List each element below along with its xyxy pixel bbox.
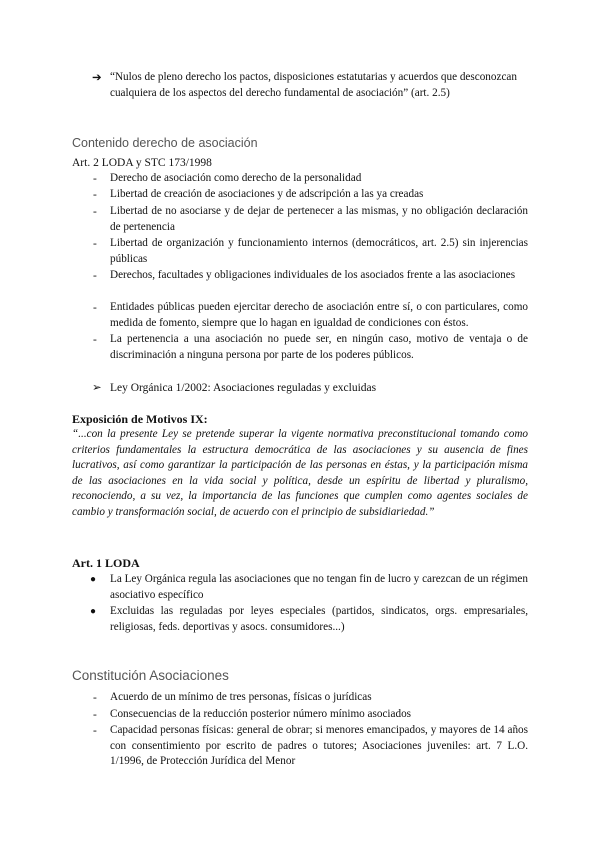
bullet-icon: ● [90,574,97,585]
arrowhead-icon: ➢ [92,382,102,394]
dash-marker: - [93,206,97,218]
exposicion-title: Exposición de Motivos IX: [72,412,208,426]
dash-marker: - [93,709,97,721]
dash-marker: - [93,238,97,250]
list-item: Libertad de organización y funcionamiento internos (democráticos, art. 2.5) sin injerencias públicas [110,237,528,265]
bullet-icon: ● [90,606,97,617]
exposicion-quote: “...con la presente Ley se pretende superar la vigente normativa preconstitucional tomando como criterios fundamentales la estructura democrática de las asociaciones y su ausencia de fines lucrativos, así como garantizar la participación de las personas en éstas, y la participación misma de las asociaciones en la vida social y política, desde un espíritu de libertad y pluralismo, reconociendo, a su vez, la importancia de las funciones que cumplen como agentes sociales de cambio y transformación social, de acuerdo con el principio de subsidiariedad.” [72,428,528,518]
arrow-icon: ➔ [92,72,102,84]
top-quote-text: “Nulos de pleno derecho los pactos, disposiciones estatutarias y acuerdos que desconozcan cualquiera de los aspectos del derecho fundamental de asociación” (art. 2.5) [110,71,517,99]
dash-marker: - [93,189,97,201]
list-item: Derecho de asociación como derecho de la personalidad [110,172,362,184]
list-item: Libertad de creación de asociaciones y de adscripción a las ya creadas [110,188,424,200]
section-title-constitucion: Constitución Asociaciones [72,668,229,683]
list-item: Entidades públicas pueden ejercitar derecho de asociación entre sí, o con particulares, como medida de fomento, siempre que lo hagan en igualdad de condiciones con éstos. [110,301,528,329]
dash-marker: - [93,692,97,704]
list-item: Acuerdo de un mínimo de tres personas, físicas o jurídicas [110,691,372,703]
list-item: Consecuencias de la reducción posterior número mínimo asociados [110,708,412,720]
list-item: Derechos, facultades y obligaciones individuales de los asociados frente a las asociaciones [110,269,516,281]
list-item: La pertenencia a una asociación no puede ser, en ningún caso, motivo de ventaja o de discriminación a ninguna persona por parte de los poderes públicos. [110,333,528,361]
dash-marker: - [93,173,97,185]
list-item: Capacidad personas físicas: general de obrar; si menores emancipados, y mayores de 14 años con consentimiento por escrito de padres o tutores; Asociaciones juveniles: art. 7 L.O. 1/1996, de Protección Jurídica del Menor [110,724,528,768]
dash-marker: - [93,725,97,737]
list-item: La Ley Orgánica regula las asociaciones que no tengan fin de lucro y carezcan de un régimen asociativo específico [110,573,528,601]
section-title-contenido: Contenido derecho de asociación [72,136,258,150]
dash-marker: - [93,302,97,314]
ley-organica-text: Ley Orgánica 1/2002: Asociaciones reguladas y excluidas [110,382,377,394]
art1-title: Art. 1 LODA [72,556,140,570]
dash-marker: - [93,334,97,346]
list-item: Libertad de no asociarse y de dejar de pertenecer a las mismas, y no obligación declaración de pertenencia [110,205,528,233]
section-subtitle-art2: Art. 2 LODA y STC 173/1998 [72,157,212,169]
list-item: Excluidas las reguladas por leyes especiales (partidos, sindicatos, orgs. empresariales, religiosas, feds. deportivas y asocs. consumidores...) [110,605,528,633]
dash-marker: - [93,270,97,282]
